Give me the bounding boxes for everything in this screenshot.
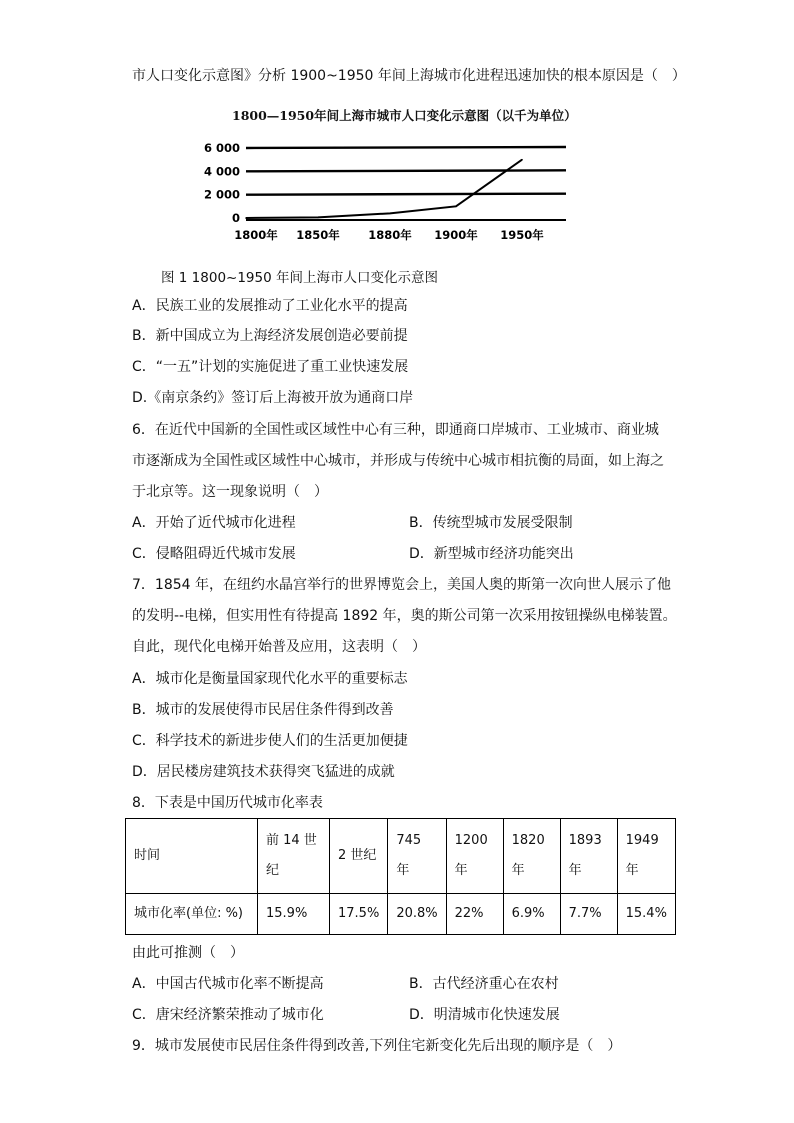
table-cell: 17.5% — [330, 894, 388, 935]
q6-option-b[interactable]: B．传统型城市发展受限制 — [409, 515, 573, 531]
x-tick-label: 1800年 — [234, 228, 278, 242]
question-5-stem: 市人口变化示意图》分析 1900~1950 年间上海城市化进程迅速加快的根本原因是（ ） — [132, 68, 686, 84]
q7-option-d[interactable]: D．居民楼房建筑技术获得突飞猛进的成就 — [132, 764, 395, 780]
q6-option-c[interactable]: C．侵略阻碍近代城市发展 — [132, 546, 296, 562]
q7-stem-line3: 自此，现代化电梯开始普及应用，这表明（ ） — [132, 639, 426, 655]
q8-option-c[interactable]: C．唐宋经济繁荣推动了城市化 — [132, 1007, 324, 1023]
table-header-cell: 1200 年 — [446, 819, 503, 894]
chart-title: 1800—1950年间上海市城市人口变化示意图（以千为单位） — [232, 108, 577, 123]
table-header-cell: 1949 年 — [617, 819, 675, 894]
table-cell: 15.4% — [617, 894, 675, 935]
q8-option-b[interactable]: B．古代经济重心在农村 — [409, 976, 559, 992]
q7-stem-line1: 7．1854 年，在纽约水晶宫举行的世界博览会上，美国人奥的斯第一次向世人展示了他 — [132, 577, 671, 593]
gridline — [246, 194, 566, 195]
series-line — [246, 160, 522, 218]
table-row — [126, 819, 676, 894]
q7-stem-line2: 的发明--电梯，但实用性有待提高 1892 年，奥的斯公司第一次采用按钮操纵电梯装置。 — [132, 608, 677, 624]
data-point — [317, 217, 319, 219]
gridline — [246, 147, 566, 148]
gridline — [246, 170, 566, 171]
q9-stem: 9．城市发展使市民居住条件得到改善,下列住宅新变化先后出现的顺序是（ ） — [132, 1038, 622, 1054]
table-header-cell: 1820 年 — [503, 819, 560, 894]
population-line-chart — [200, 134, 580, 246]
y-tick-label: 2 000 — [203, 187, 240, 202]
x-tick-label: 1900年 — [434, 228, 478, 242]
data-point — [245, 217, 247, 219]
q7-option-c[interactable]: C．科学技术的新进步使人们的生活更加便捷 — [132, 733, 408, 749]
table-row — [126, 894, 676, 935]
table-header-cell: 前 14 世 纪 — [258, 819, 330, 894]
y-tick-label: 6 000 — [203, 141, 240, 155]
q6-stem-line1: 6．在近代中国新的全国性或区域性中心有三种，即通商口岸城市、工业城市、商业城 — [132, 422, 659, 438]
table-header-cell: 745 年 — [388, 819, 446, 894]
x-tick-label: 1880年 — [368, 228, 412, 242]
x-tick-label: 1950年 — [500, 228, 544, 242]
table-cell: 15.9% — [258, 894, 330, 935]
urbanization-rate-table — [125, 818, 676, 935]
q7-option-a[interactable]: A．城市化是衡量国家现代化水平的重要标志 — [132, 671, 408, 687]
q5-option-d[interactable]: D.《南京条约》签订后上海被开放为通商口岸 — [132, 390, 414, 406]
q8-option-a[interactable]: A．中国古代城市化率不断提高 — [132, 976, 324, 992]
q6-stem-line2: 市逐渐成为全国性或区域性中心城市，并形成与传统中心城市相抗衡的局面，如上海之 — [132, 453, 664, 469]
table-cell: 7.7% — [560, 894, 617, 935]
table-cell: 22% — [446, 894, 503, 935]
data-point — [389, 213, 391, 215]
q8-stem: 8．下表是中国历代城市化率表 — [132, 795, 323, 811]
x-tick-label: 1850年 — [296, 228, 340, 242]
q7-option-b[interactable]: B．城市的发展使得市民居住条件得到改善 — [132, 702, 394, 718]
table-cell: 6.9% — [503, 894, 560, 935]
q5-option-b[interactable]: B．新中国成立为上海经济发展创造必要前提 — [132, 328, 408, 344]
y-tick-label: 0 — [231, 211, 240, 225]
q6-option-a[interactable]: A．开始了近代城市化进程 — [132, 515, 296, 531]
table-cell: 20.8% — [388, 894, 446, 935]
q8-after-text: 由此可推测（ ） — [132, 945, 244, 961]
q5-option-c[interactable]: C．“一五”计划的实施促进了重工业快速发展 — [132, 359, 409, 375]
data-point — [521, 159, 523, 161]
data-point — [455, 206, 457, 208]
y-tick-label: 4 000 — [203, 164, 240, 179]
table-header-cell: 2 世纪 — [330, 819, 388, 894]
q5-option-a[interactable]: A．民族工业的发展推动了工业化水平的提高 — [132, 298, 408, 314]
chart-caption: 图 1 1800~1950 年间上海市人口变化示意图 — [161, 270, 438, 286]
q6-stem-line3: 于北京等。这一现象说明（ ） — [132, 484, 328, 500]
table-header-cell: 1893 年 — [560, 819, 617, 894]
q8-option-d[interactable]: D．明清城市化快速发展 — [409, 1007, 560, 1023]
table-header-label: 时间 — [126, 819, 258, 894]
table-row-label: 城市化率(单位: %) — [126, 894, 258, 935]
q6-option-d[interactable]: D．新型城市经济功能突出 — [409, 546, 574, 562]
